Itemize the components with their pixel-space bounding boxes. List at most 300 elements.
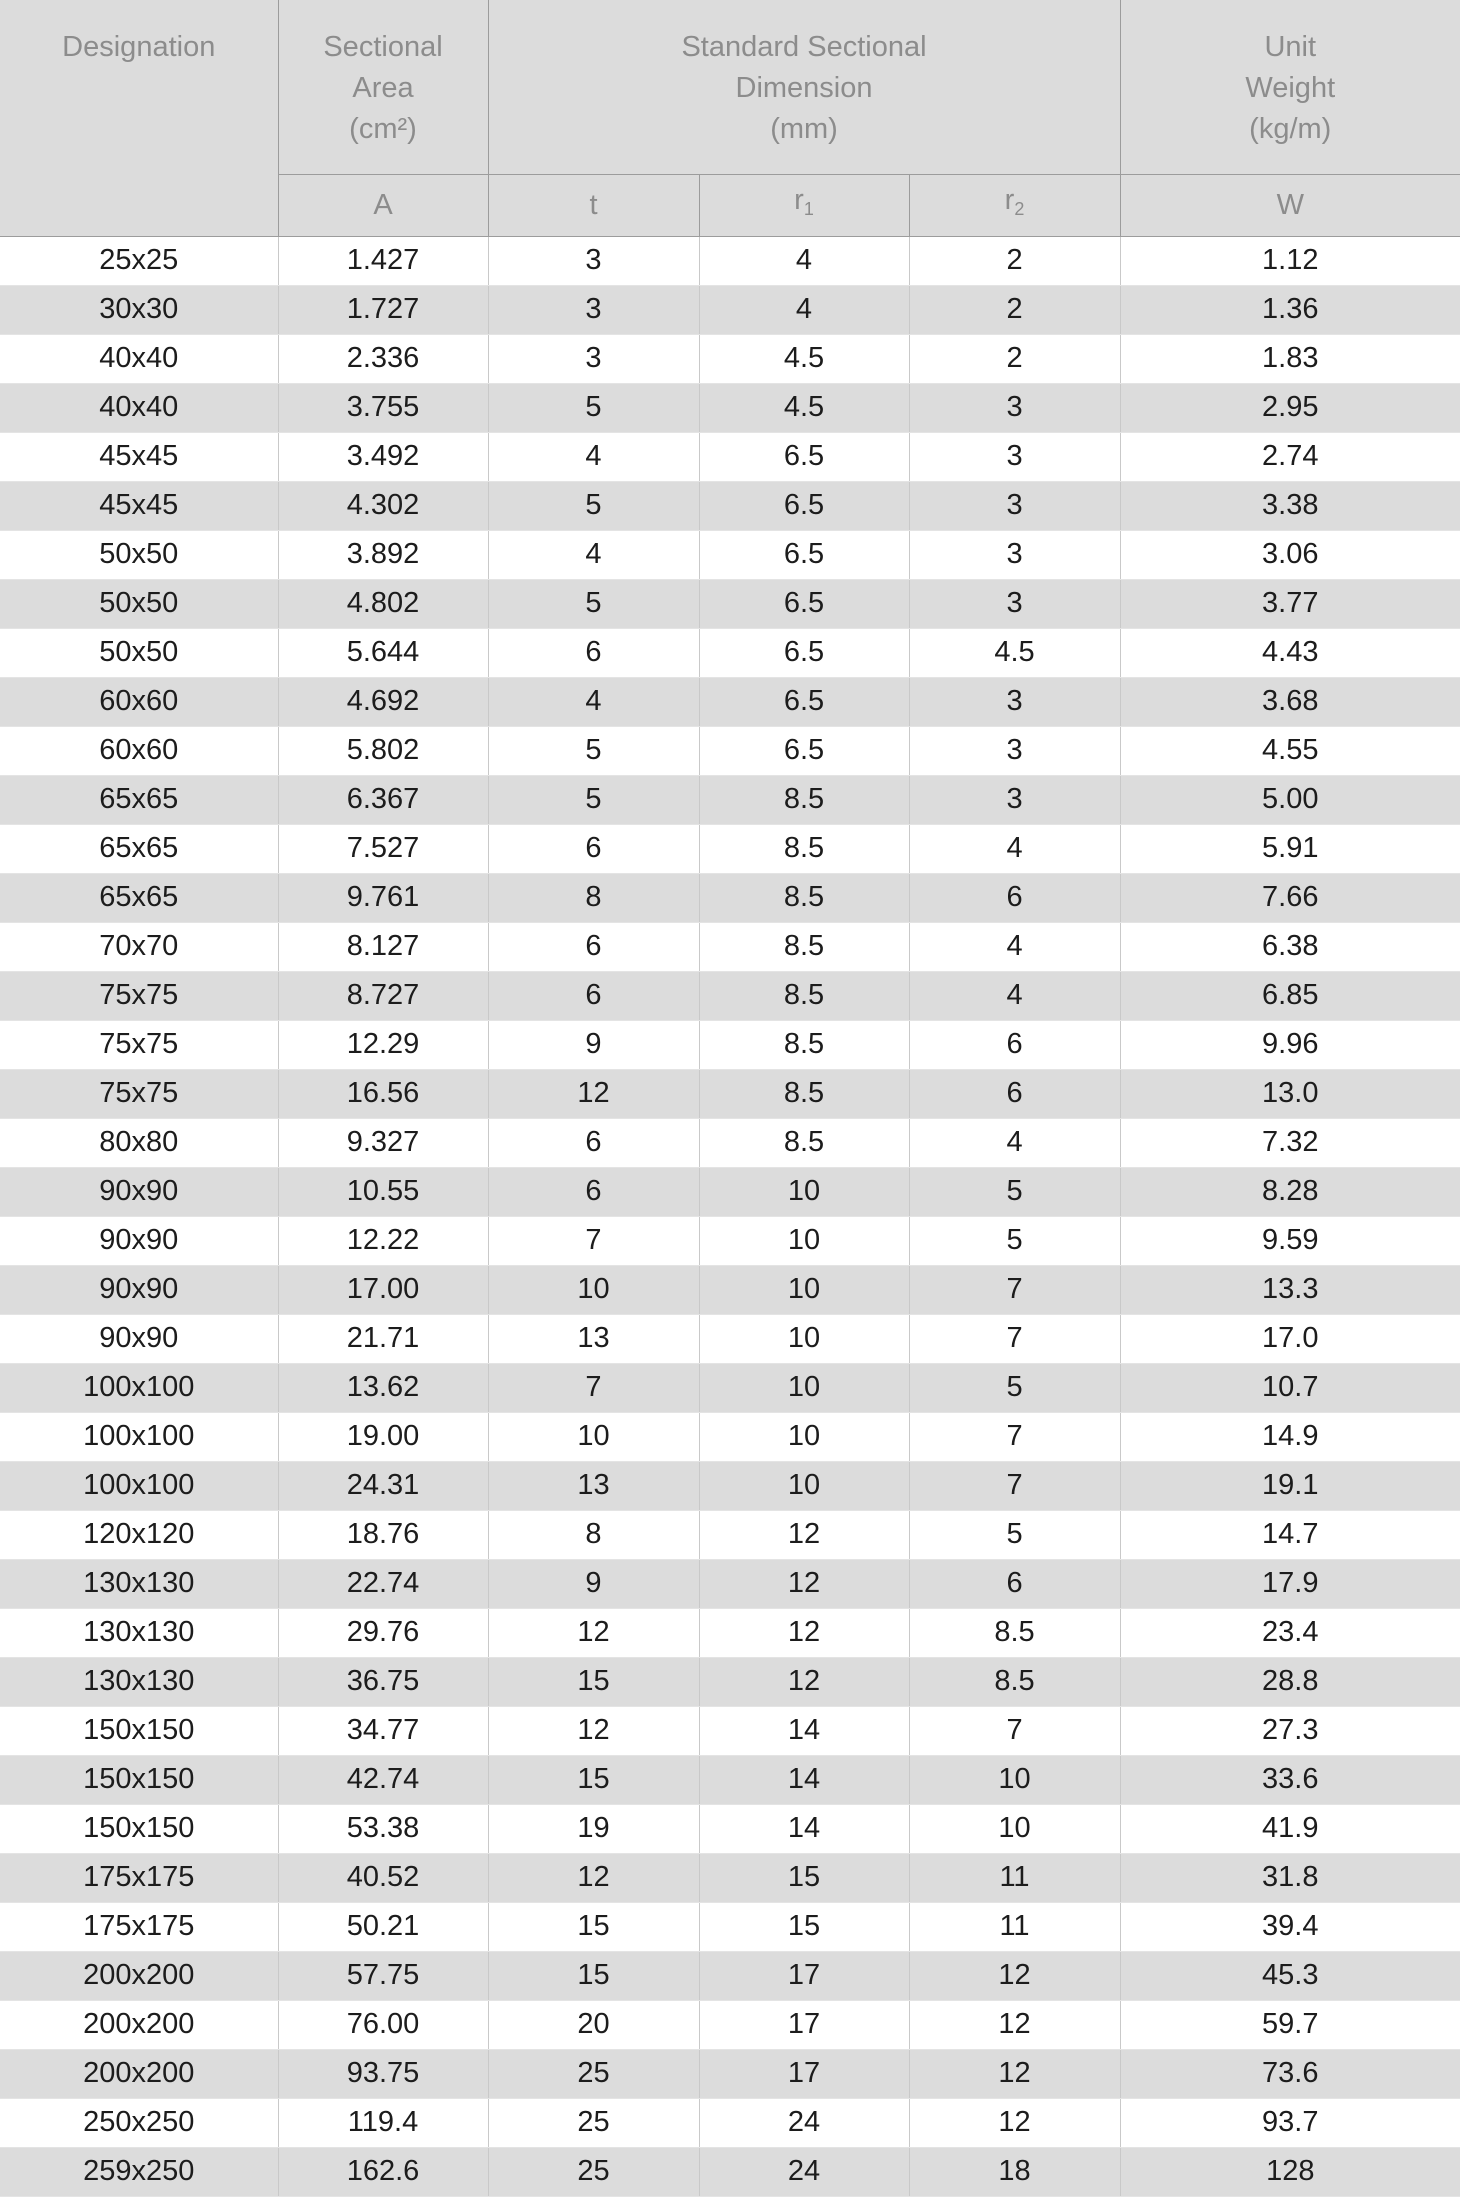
area-cell: 40.52 — [278, 1853, 488, 1902]
table-row — [0, 775, 1460, 824]
designation-cell: 25x25 — [0, 236, 278, 285]
area-cell: 42.74 — [278, 1755, 488, 1804]
designation-cell: 200x200 — [0, 2000, 278, 2049]
t-cell: 8 — [488, 1510, 699, 1559]
t-cell: 20 — [488, 2000, 699, 2049]
table-row — [0, 285, 1460, 334]
r1-cell: 24 — [699, 2147, 909, 2196]
designation-cell: 40x40 — [0, 334, 278, 383]
table-row — [0, 1853, 1460, 1902]
designation-cell: 60x60 — [0, 726, 278, 775]
weight-cell: 7.32 — [1120, 1118, 1460, 1167]
area-cell: 4.692 — [278, 677, 488, 726]
area-cell: 13.62 — [278, 1363, 488, 1412]
designation-cell: 80x80 — [0, 1118, 278, 1167]
r2-cell: 4.5 — [909, 628, 1120, 677]
designation-cell: 120x120 — [0, 1510, 278, 1559]
r2-base: r — [1004, 184, 1015, 216]
r2-cell: 4 — [909, 824, 1120, 873]
sectional-area-header — [278, 0, 488, 174]
r2-cell: 2 — [909, 334, 1120, 383]
t-cell: 3 — [488, 236, 699, 285]
r1-symbol-header — [699, 174, 909, 236]
area-cell: 2.336 — [278, 334, 488, 383]
table-row — [0, 1951, 1460, 2000]
t-cell: 5 — [488, 775, 699, 824]
weight-cell: 13.3 — [1120, 1265, 1460, 1314]
area-cell: 4.302 — [278, 481, 488, 530]
r1-cell: 6.5 — [699, 726, 909, 775]
r1-cell: 14 — [699, 1706, 909, 1755]
designation-cell: 45x45 — [0, 481, 278, 530]
table-row — [0, 1755, 1460, 1804]
r1-cell: 10 — [699, 1412, 909, 1461]
r2-cell: 3 — [909, 579, 1120, 628]
weight-cell: 19.1 — [1120, 1461, 1460, 1510]
r1-cell: 17 — [699, 2000, 909, 2049]
weight-cell: 93.7 — [1120, 2098, 1460, 2147]
table-row — [0, 1216, 1460, 1265]
r1-cell: 10 — [699, 1265, 909, 1314]
area-cell: 3.892 — [278, 530, 488, 579]
r1-cell: 10 — [699, 1363, 909, 1412]
table-row — [0, 1118, 1460, 1167]
t-cell: 4 — [488, 530, 699, 579]
standard-dimension-unit: (mm) — [770, 113, 838, 145]
table-row — [0, 873, 1460, 922]
table-row — [0, 334, 1460, 383]
r2-cell: 3 — [909, 481, 1120, 530]
table-row — [0, 1510, 1460, 1559]
r2-cell: 3 — [909, 775, 1120, 824]
r1-cell: 8.5 — [699, 1020, 909, 1069]
area-cell: 17.00 — [278, 1265, 488, 1314]
area-cell: 8.127 — [278, 922, 488, 971]
designation-cell: 175x175 — [0, 1902, 278, 1951]
r2-cell: 11 — [909, 1853, 1120, 1902]
area-cell: 53.38 — [278, 1804, 488, 1853]
t-cell: 12 — [488, 1853, 699, 1902]
sectional-area-unit: (cm²) — [349, 113, 417, 145]
designation-cell: 90x90 — [0, 1265, 278, 1314]
t-cell: 25 — [488, 2147, 699, 2196]
r2-cell: 2 — [909, 285, 1120, 334]
weight-cell: 1.12 — [1120, 236, 1460, 285]
r1-cell: 4 — [699, 285, 909, 334]
table-row — [0, 824, 1460, 873]
designation-cell: 65x65 — [0, 873, 278, 922]
r2-cell: 11 — [909, 1902, 1120, 1951]
designation-header-label: Designation — [62, 31, 216, 63]
thickness-symbol-header: t — [488, 174, 699, 236]
weight-cell: 73.6 — [1120, 2049, 1460, 2098]
t-cell: 13 — [488, 1461, 699, 1510]
t-cell: 6 — [488, 922, 699, 971]
weight-cell: 13.0 — [1120, 1069, 1460, 1118]
t-cell: 3 — [488, 285, 699, 334]
r2-cell: 6 — [909, 1020, 1120, 1069]
r2-cell: 4 — [909, 971, 1120, 1020]
t-cell: 6 — [488, 824, 699, 873]
area-symbol-header: A — [278, 174, 488, 236]
table-row — [0, 2098, 1460, 2147]
table-row — [0, 1902, 1460, 1951]
area-cell: 34.77 — [278, 1706, 488, 1755]
table-row — [0, 1363, 1460, 1412]
weight-cell: 23.4 — [1120, 1608, 1460, 1657]
designation-cell: 200x200 — [0, 1951, 278, 2000]
designation-header — [0, 0, 278, 236]
weight-cell: 45.3 — [1120, 1951, 1460, 2000]
area-cell: 9.327 — [278, 1118, 488, 1167]
designation-cell: 100x100 — [0, 1363, 278, 1412]
weight-cell: 1.36 — [1120, 285, 1460, 334]
r2-cell: 12 — [909, 2049, 1120, 2098]
standard-dimension-line-2: Dimension — [735, 72, 873, 104]
unit-weight-unit: (kg/m) — [1249, 113, 1332, 145]
table-row — [0, 481, 1460, 530]
t-cell: 5 — [488, 726, 699, 775]
t-cell: 25 — [488, 2049, 699, 2098]
table-row — [0, 2000, 1460, 2049]
table-row — [0, 1265, 1460, 1314]
table-row — [0, 726, 1460, 775]
table-row — [0, 677, 1460, 726]
designation-cell: 200x200 — [0, 2049, 278, 2098]
area-cell: 16.56 — [278, 1069, 488, 1118]
area-cell: 29.76 — [278, 1608, 488, 1657]
t-cell: 10 — [488, 1412, 699, 1461]
weight-cell: 14.9 — [1120, 1412, 1460, 1461]
area-cell: 1.727 — [278, 285, 488, 334]
designation-cell: 90x90 — [0, 1216, 278, 1265]
area-cell: 24.31 — [278, 1461, 488, 1510]
area-cell: 93.75 — [278, 2049, 488, 2098]
table-row — [0, 2049, 1460, 2098]
area-cell: 9.761 — [278, 873, 488, 922]
r2-cell: 12 — [909, 2098, 1120, 2147]
t-cell: 7 — [488, 1363, 699, 1412]
area-cell: 22.74 — [278, 1559, 488, 1608]
r1-cell: 15 — [699, 1853, 909, 1902]
r2-cell: 3 — [909, 726, 1120, 775]
area-cell: 36.75 — [278, 1657, 488, 1706]
t-cell: 5 — [488, 481, 699, 530]
table-row — [0, 579, 1460, 628]
sectional-area-line-1: Sectional — [323, 31, 443, 63]
r2-cell: 7 — [909, 1412, 1120, 1461]
table-row — [0, 1657, 1460, 1706]
table-row — [0, 1167, 1460, 1216]
table-row — [0, 1461, 1460, 1510]
weight-cell: 1.83 — [1120, 334, 1460, 383]
weight-cell: 4.43 — [1120, 628, 1460, 677]
area-cell: 18.76 — [278, 1510, 488, 1559]
area-cell: 6.367 — [278, 775, 488, 824]
r2-cell: 4 — [909, 922, 1120, 971]
table-row — [0, 1804, 1460, 1853]
r1-cell: 14 — [699, 1804, 909, 1853]
r1-cell: 8.5 — [699, 775, 909, 824]
area-cell: 76.00 — [278, 2000, 488, 2049]
designation-cell: 75x75 — [0, 971, 278, 1020]
sectional-area-line-2: Area — [352, 72, 414, 104]
weight-cell: 4.55 — [1120, 726, 1460, 775]
weight-cell: 2.74 — [1120, 432, 1460, 481]
r2-cell: 3 — [909, 432, 1120, 481]
r2-cell: 3 — [909, 383, 1120, 432]
weight-cell: 39.4 — [1120, 1902, 1460, 1951]
t-cell: 12 — [488, 1706, 699, 1755]
table-row — [0, 383, 1460, 432]
table-row — [0, 1069, 1460, 1118]
designation-cell: 150x150 — [0, 1706, 278, 1755]
r1-cell: 15 — [699, 1902, 909, 1951]
table-header — [0, 0, 1460, 236]
r1-cell: 12 — [699, 1559, 909, 1608]
designation-cell: 30x30 — [0, 285, 278, 334]
weight-cell: 28.8 — [1120, 1657, 1460, 1706]
area-cell: 12.22 — [278, 1216, 488, 1265]
r2-cell: 12 — [909, 1951, 1120, 2000]
weight-cell: 17.0 — [1120, 1314, 1460, 1363]
designation-cell: 50x50 — [0, 579, 278, 628]
unit-weight-line-2: Weight — [1245, 72, 1336, 104]
table-row — [0, 1020, 1460, 1069]
weight-cell: 14.7 — [1120, 1510, 1460, 1559]
t-cell: 15 — [488, 1657, 699, 1706]
r1-cell: 6.5 — [699, 579, 909, 628]
r1-cell: 12 — [699, 1510, 909, 1559]
r1-cell: 8.5 — [699, 922, 909, 971]
t-cell: 15 — [488, 1951, 699, 2000]
r1-cell: 4.5 — [699, 334, 909, 383]
area-cell: 10.55 — [278, 1167, 488, 1216]
designation-cell: 175x175 — [0, 1853, 278, 1902]
designation-cell: 50x50 — [0, 530, 278, 579]
table-row — [0, 1559, 1460, 1608]
designation-cell: 40x40 — [0, 383, 278, 432]
t-cell: 6 — [488, 1118, 699, 1167]
weight-cell: 17.9 — [1120, 1559, 1460, 1608]
table-row — [0, 971, 1460, 1020]
t-cell: 15 — [488, 1902, 699, 1951]
r2-cell: 2 — [909, 236, 1120, 285]
r1-cell: 8.5 — [699, 1069, 909, 1118]
designation-cell: 60x60 — [0, 677, 278, 726]
t-cell: 6 — [488, 1167, 699, 1216]
t-cell: 5 — [488, 579, 699, 628]
weight-symbol-header: W — [1120, 174, 1460, 236]
weight-cell: 5.00 — [1120, 775, 1460, 824]
area-cell: 12.29 — [278, 1020, 488, 1069]
t-cell: 19 — [488, 1804, 699, 1853]
r1-cell: 10 — [699, 1314, 909, 1363]
table-row — [0, 2147, 1460, 2196]
r2-cell: 3 — [909, 530, 1120, 579]
r2-cell: 6 — [909, 1559, 1120, 1608]
r2-cell: 4 — [909, 1118, 1120, 1167]
designation-cell: 150x150 — [0, 1755, 278, 1804]
area-cell: 162.6 — [278, 2147, 488, 2196]
table-row — [0, 432, 1460, 481]
designation-cell: 65x65 — [0, 775, 278, 824]
area-cell: 1.427 — [278, 236, 488, 285]
t-cell: 3 — [488, 334, 699, 383]
r2-symbol-header — [909, 174, 1120, 236]
table-row — [0, 236, 1460, 285]
t-cell: 9 — [488, 1020, 699, 1069]
designation-cell: 70x70 — [0, 922, 278, 971]
r1-cell: 6.5 — [699, 481, 909, 530]
area-cell: 3.755 — [278, 383, 488, 432]
weight-cell: 3.06 — [1120, 530, 1460, 579]
r1-cell: 6.5 — [699, 432, 909, 481]
r1-cell: 10 — [699, 1167, 909, 1216]
table-body — [0, 236, 1460, 2196]
r1-cell: 4 — [699, 236, 909, 285]
r1-cell: 8.5 — [699, 824, 909, 873]
table-row — [0, 628, 1460, 677]
weight-cell: 33.6 — [1120, 1755, 1460, 1804]
r2-cell: 10 — [909, 1755, 1120, 1804]
r1-cell: 6.5 — [699, 530, 909, 579]
designation-cell: 100x100 — [0, 1461, 278, 1510]
r1-cell: 12 — [699, 1657, 909, 1706]
table-row — [0, 1608, 1460, 1657]
designation-cell: 75x75 — [0, 1020, 278, 1069]
weight-cell: 10.7 — [1120, 1363, 1460, 1412]
area-cell: 50.21 — [278, 1902, 488, 1951]
table-row — [0, 1412, 1460, 1461]
weight-cell: 9.59 — [1120, 1216, 1460, 1265]
standard-dimension-header — [488, 0, 1120, 174]
area-cell: 57.75 — [278, 1951, 488, 2000]
r2-cell: 7 — [909, 1314, 1120, 1363]
area-cell: 3.492 — [278, 432, 488, 481]
t-cell: 15 — [488, 1755, 699, 1804]
t-cell: 12 — [488, 1608, 699, 1657]
t-cell: 7 — [488, 1216, 699, 1265]
standard-dimension-line-1: Standard Sectional — [681, 31, 927, 63]
t-cell: 9 — [488, 1559, 699, 1608]
weight-cell: 2.95 — [1120, 383, 1460, 432]
area-cell: 8.727 — [278, 971, 488, 1020]
t-cell: 12 — [488, 1069, 699, 1118]
weight-cell: 3.77 — [1120, 579, 1460, 628]
r1-cell: 6.5 — [699, 677, 909, 726]
designation-cell: 250x250 — [0, 2098, 278, 2147]
r2-cell: 18 — [909, 2147, 1120, 2196]
weight-cell: 9.96 — [1120, 1020, 1460, 1069]
t-cell: 4 — [488, 677, 699, 726]
designation-cell: 100x100 — [0, 1412, 278, 1461]
designation-cell: 45x45 — [0, 432, 278, 481]
t-cell: 25 — [488, 2098, 699, 2147]
unit-weight-header — [1120, 0, 1460, 174]
area-cell: 4.802 — [278, 579, 488, 628]
r2-cell: 12 — [909, 2000, 1120, 2049]
area-cell: 119.4 — [278, 2098, 488, 2147]
t-cell: 5 — [488, 383, 699, 432]
weight-cell: 6.38 — [1120, 922, 1460, 971]
r2-cell: 7 — [909, 1265, 1120, 1314]
r2-cell: 6 — [909, 873, 1120, 922]
r2-cell: 3 — [909, 677, 1120, 726]
table-row — [0, 1706, 1460, 1755]
r2-cell: 10 — [909, 1804, 1120, 1853]
r2-cell: 5 — [909, 1216, 1120, 1265]
r2-cell: 7 — [909, 1461, 1120, 1510]
weight-cell: 5.91 — [1120, 824, 1460, 873]
r1-cell: 10 — [699, 1461, 909, 1510]
r2-cell: 8.5 — [909, 1657, 1120, 1706]
table-row — [0, 1314, 1460, 1363]
r1-cell: 6.5 — [699, 628, 909, 677]
weight-cell: 59.7 — [1120, 2000, 1460, 2049]
weight-cell: 3.68 — [1120, 677, 1460, 726]
t-cell: 6 — [488, 628, 699, 677]
t-cell: 13 — [488, 1314, 699, 1363]
r1-subscript: 1 — [803, 199, 814, 219]
r1-cell: 17 — [699, 2049, 909, 2098]
r1-cell: 4.5 — [699, 383, 909, 432]
unit-weight-line-1: Unit — [1264, 31, 1317, 63]
designation-cell: 150x150 — [0, 1804, 278, 1853]
designation-cell: 65x65 — [0, 824, 278, 873]
t-cell: 6 — [488, 971, 699, 1020]
weight-cell: 8.28 — [1120, 1167, 1460, 1216]
area-cell: 7.527 — [278, 824, 488, 873]
designation-cell: 130x130 — [0, 1559, 278, 1608]
r1-cell: 14 — [699, 1755, 909, 1804]
weight-cell: 3.38 — [1120, 481, 1460, 530]
area-cell: 5.802 — [278, 726, 488, 775]
r1-cell: 10 — [699, 1216, 909, 1265]
designation-cell: 75x75 — [0, 1069, 278, 1118]
designation-cell: 130x130 — [0, 1657, 278, 1706]
table-row — [0, 922, 1460, 971]
weight-cell: 41.9 — [1120, 1804, 1460, 1853]
r1-cell: 8.5 — [699, 873, 909, 922]
r1-cell: 8.5 — [699, 971, 909, 1020]
r2-cell: 5 — [909, 1167, 1120, 1216]
r2-subscript: 2 — [1014, 199, 1025, 219]
r1-base: r — [794, 184, 804, 216]
weight-cell: 128 — [1120, 2147, 1460, 2196]
designation-cell: 90x90 — [0, 1314, 278, 1363]
area-cell: 5.644 — [278, 628, 488, 677]
weight-cell: 27.3 — [1120, 1706, 1460, 1755]
area-cell: 19.00 — [278, 1412, 488, 1461]
designation-cell: 130x130 — [0, 1608, 278, 1657]
r1-cell: 12 — [699, 1608, 909, 1657]
r2-cell: 5 — [909, 1510, 1120, 1559]
weight-cell: 6.85 — [1120, 971, 1460, 1020]
table-row — [0, 530, 1460, 579]
designation-cell: 90x90 — [0, 1167, 278, 1216]
designation-cell: 50x50 — [0, 628, 278, 677]
r2-cell: 6 — [909, 1069, 1120, 1118]
weight-cell: 31.8 — [1120, 1853, 1460, 1902]
designation-cell: 259x250 — [0, 2147, 278, 2196]
r2-cell: 7 — [909, 1706, 1120, 1755]
r2-cell: 5 — [909, 1363, 1120, 1412]
r1-cell: 8.5 — [699, 1118, 909, 1167]
t-cell: 8 — [488, 873, 699, 922]
r2-cell: 8.5 — [909, 1608, 1120, 1657]
r1-cell: 24 — [699, 2098, 909, 2147]
